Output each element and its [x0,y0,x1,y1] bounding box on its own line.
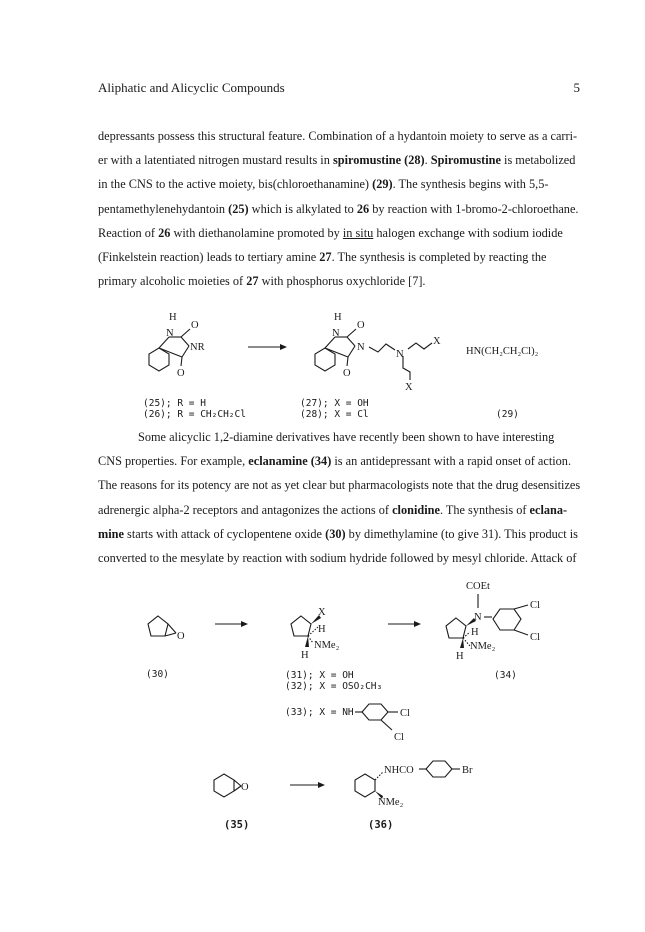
svg-text:NHCO: NHCO [384,765,414,776]
compound-ref: 26 [356,201,370,216]
svg-text:X: X [433,336,441,347]
scheme-cyclohexene-oxide [0,752,645,842]
label-35: (35) [224,819,250,831]
svg-text:O: O [177,631,185,642]
reaction-arrow [290,782,325,788]
svg-text:X: X [405,382,413,393]
svg-text:NMe₂: NMe₂ [470,641,496,652]
text-line: pentamethylenehydantoin (25) which is alkylated to 26 by reaction with 1-bromo-2-chloroethane. [98,201,579,216]
scheme-eclanamine [0,580,645,755]
label-36: (36) [368,819,394,831]
svg-text:N: N [396,349,404,360]
svg-text:Cl: Cl [400,708,410,719]
text-line: in the CNS to the active moiety, bis(chloroethanamine) (29). The synthesis begins with 5,5- [98,177,549,192]
svg-text:NR: NR [190,342,205,353]
svg-text:X: X [318,607,326,618]
text-line: converted to the mesylate by reaction with sodium hydride followed by mesyl chloride. Attack of [98,551,577,566]
text-line: The reasons for its potency are not as yet clear but pharmacologists note that the drug desensitizes [98,478,581,493]
label-31: (31); X = OH [285,670,354,681]
svg-text:Cl: Cl [530,600,540,611]
compound-ref: 26 [158,225,171,240]
compound-ref: (28) [404,153,425,168]
svg-text:H: H [318,624,326,635]
label-27: (27); X = OH [300,398,369,409]
term-spiromustine: Spiromustine [430,153,501,168]
svg-text:(33); X = NH: (33); X = NH [285,707,354,718]
page-number: 5 [573,80,580,95]
structure-cyclopentene-oxide-30 [148,616,185,642]
text-line: adrenergic alpha-2 receptors and antagonizes the actions of clonidine. The synthesis of eclana- [98,502,568,517]
svg-text:N: N [332,328,340,339]
svg-text:O: O [241,782,249,793]
compound-ref: (25) [228,201,249,216]
term-spiromustine: spiromustine [332,153,402,168]
compound-ref: (30) [325,526,346,541]
svg-text:Br: Br [462,765,473,776]
text-line: depressants possess this structural feature. Combination of a hydantoin moiety to serve as a carri- [98,129,578,143]
reaction-arrow [248,344,287,350]
svg-text:NMe₂: NMe₂ [378,797,404,808]
text-line: (Finkelstein reaction) leads to tertiary amine 27. The synthesis is completed by reacting the [98,250,547,265]
svg-text:H: H [301,650,309,661]
compound-ref: (34) [310,454,332,469]
structure-eclanamine-34 [446,581,540,662]
structure-spiromustine-27 [315,312,441,393]
svg-text:Cl: Cl [394,732,404,743]
label-32: (32); X = OSO₂CH₃ [285,681,383,692]
term-in-situ: in situ [342,225,374,240]
svg-text:O: O [357,320,365,331]
structure-intermediate-31 [291,607,340,661]
compound-ref: 27 [246,274,259,289]
text-line: er with a latentiated nitrogen mustard results in spiromustine (28). Spiromustine is metabolized [98,153,576,168]
term-eclanamine: mine [98,526,124,541]
scheme-spiromustine [0,310,645,435]
label-29: (29) [496,409,519,420]
svg-text:H: H [471,627,479,638]
paragraph-spiromustine [98,124,580,293]
structure-aniline-33 [285,704,410,743]
label-25: (25); R = H [143,398,206,409]
svg-text:O: O [177,368,185,379]
svg-text:N: N [474,612,482,623]
compound-ref: (29) [372,177,393,192]
svg-text:O: O [191,320,199,331]
running-title: Aliphatic and Alicyclic Compounds [98,80,285,95]
label-28: (28); X = Cl [300,409,369,420]
svg-text:N: N [166,328,174,339]
text-line: Some alicyclic 1,2-diamine derivatives have recently been shown to have interesting [138,430,555,444]
amine-29-formula: HN(CH₂CH₂Cl)₂ [466,346,539,357]
structure-cyclohexene-oxide-35 [214,774,249,797]
reaction-arrow [215,621,248,627]
compound-ref: 27 [319,250,332,265]
text-line: Reaction of 26 with diethanolamine promoted by in situ halogen exchange with sodium iodide [98,225,563,240]
term-clonidine: clonidine [392,502,440,517]
structure-hydantoin-25 [149,312,205,379]
label-26: (26); R = CH₂CH₂Cl [143,409,246,420]
paragraph-eclanamine [98,425,580,570]
label-30: (30) [146,669,169,680]
svg-text:N: N [357,342,365,353]
text-line: primary alcoholic moieties of 27 with phosphorus oxychloride [7]. [98,274,426,289]
reaction-arrow [388,621,421,627]
svg-text:H: H [334,312,342,323]
term-eclanamine: eclanamine [248,454,308,469]
svg-text:COEt: COEt [466,581,490,592]
svg-text:NMe₂: NMe₂ [314,640,340,651]
text-line: CNS properties. For example, eclanamine (34) is an antidepressant with a rapid onset of action. [98,454,572,469]
label-34: (34) [494,670,517,681]
svg-text:H: H [456,651,464,662]
svg-text:O: O [343,368,351,379]
svg-text:Cl: Cl [530,632,540,643]
svg-text:H: H [169,312,177,323]
structure-product-36 [355,761,473,808]
term-eclanamine: eclana- [529,502,568,517]
page-header [98,80,580,100]
text-line: mine starts with attack of cyclopentene oxide (30) by dimethylamine (to give 31). This product is [98,526,578,541]
